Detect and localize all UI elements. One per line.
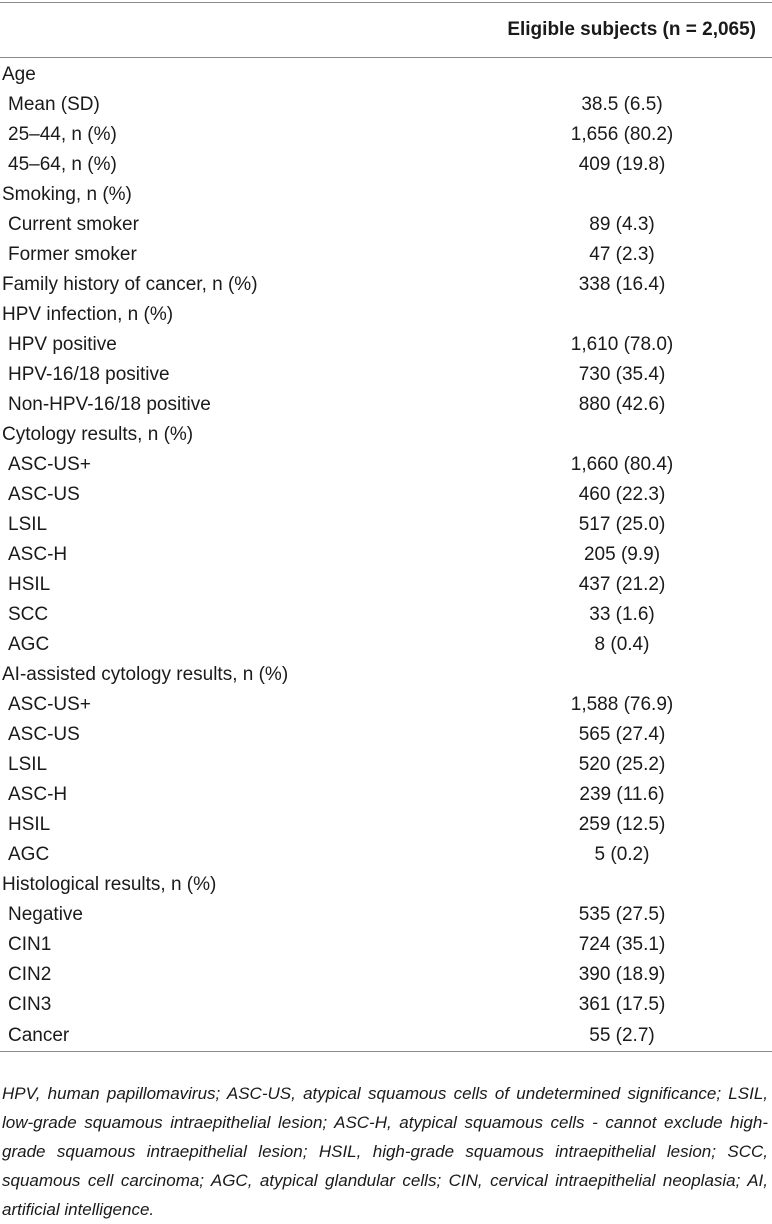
row-sublabel: HSIL	[8, 574, 51, 595]
row-value: 409 (19.8)	[578, 154, 666, 175]
row-sublabel: Current smoker	[8, 214, 139, 235]
table-row	[0, 420, 772, 450]
table-row	[0, 900, 772, 930]
row-value: 33 (1.6)	[589, 604, 655, 625]
row-sublabel: 45–64, n (%)	[8, 154, 117, 175]
row-value	[322, 300, 772, 330]
table-row	[0, 840, 772, 870]
row-sublabel: HPV-16/18 positive	[8, 364, 170, 385]
table-row	[0, 270, 772, 300]
baseline-characteristics-table	[0, 2, 772, 1052]
row-value: 1,588 (76.9)	[570, 694, 674, 715]
table-row	[0, 510, 772, 540]
row-value: 517 (25.0)	[578, 514, 666, 535]
row-value	[322, 870, 772, 900]
table-row	[0, 960, 772, 990]
row-value: 1,610 (78.0)	[570, 334, 674, 355]
table-header-eligible-subjects: Eligible subjects (n = 2,065)	[322, 3, 772, 58]
table-row	[0, 870, 772, 900]
row-sublabel: LSIL	[8, 754, 48, 775]
row-value: 1,656 (80.2)	[570, 124, 674, 145]
row-value: 89 (4.3)	[589, 214, 655, 235]
row-sublabel: ASC-US	[8, 484, 80, 505]
row-sublabel: HSIL	[8, 814, 51, 835]
row-value: 38.5 (6.5)	[581, 94, 663, 115]
table-header-row	[0, 3, 772, 58]
row-section-label: AI-assisted cytology results, n (%)	[2, 664, 289, 685]
row-value: 535 (27.5)	[578, 904, 666, 925]
row-section-label: Histological results, n (%)	[2, 874, 217, 895]
table-row	[0, 690, 772, 720]
row-value: 437 (21.2)	[578, 574, 666, 595]
table-row	[0, 930, 772, 960]
table-row	[0, 58, 772, 91]
row-section-label: Cytology results, n (%)	[2, 424, 194, 445]
table-row	[0, 210, 772, 240]
row-sublabel: SCC	[8, 604, 49, 625]
row-sublabel: ASC-US	[8, 724, 80, 745]
row-sublabel: Non-HPV-16/18 positive	[8, 394, 211, 415]
table-body	[0, 58, 772, 1052]
row-value	[322, 180, 772, 210]
row-value: 205 (9.9)	[583, 544, 661, 565]
row-value: 390 (18.9)	[578, 964, 666, 985]
table-row	[0, 450, 772, 480]
table-row	[0, 150, 772, 180]
table-row	[0, 810, 772, 840]
table-row	[0, 570, 772, 600]
table-row	[0, 540, 772, 570]
table-row	[0, 750, 772, 780]
row-value: 259 (12.5)	[578, 814, 666, 835]
row-value: 520 (25.2)	[578, 754, 666, 775]
row-value: 8 (0.4)	[594, 634, 650, 655]
row-value: 730 (35.4)	[578, 364, 666, 385]
row-value	[322, 660, 772, 690]
row-sublabel: HPV positive	[8, 334, 117, 355]
row-value: 724 (35.1)	[578, 934, 666, 955]
row-sublabel: CIN1	[8, 934, 52, 955]
row-sublabel: CIN3	[8, 994, 52, 1015]
table-row	[0, 180, 772, 210]
row-value: 338 (16.4)	[578, 274, 666, 295]
row-value: 565 (27.4)	[578, 724, 666, 745]
row-sublabel: ASC-H	[8, 784, 68, 805]
row-value: 55 (2.7)	[322, 1020, 772, 1052]
row-value: 47 (2.3)	[589, 244, 655, 265]
table-row	[0, 660, 772, 690]
row-sublabel: ASC-H	[8, 544, 68, 565]
table-row	[0, 90, 772, 120]
row-value: 361 (17.5)	[578, 994, 666, 1015]
table-row	[0, 300, 772, 330]
row-value	[322, 58, 772, 91]
table-row	[0, 630, 772, 660]
row-section-label: Family history of cancer, n (%)	[2, 274, 258, 295]
table-row	[0, 330, 772, 360]
table-row	[0, 780, 772, 810]
table-row	[0, 240, 772, 270]
row-section-label: Age	[2, 64, 36, 85]
row-sublabel: AGC	[8, 634, 50, 655]
table-row	[0, 1020, 772, 1052]
table-row	[0, 390, 772, 420]
row-sublabel: Former smoker	[8, 244, 137, 265]
row-section-label: Smoking, n (%)	[2, 184, 132, 205]
row-sublabel: Cancer	[0, 1020, 322, 1052]
table-header-label	[0, 3, 322, 58]
row-sublabel: CIN2	[8, 964, 52, 985]
row-sublabel: 25–44, n (%)	[8, 124, 117, 145]
row-value: 5 (0.2)	[594, 844, 650, 865]
row-value: 880 (42.6)	[578, 394, 666, 415]
row-sublabel: ASC-US+	[8, 454, 91, 475]
row-value: 239 (11.6)	[579, 784, 665, 805]
row-sublabel: ASC-US+	[8, 694, 91, 715]
row-sublabel: Mean (SD)	[8, 94, 100, 115]
row-sublabel: LSIL	[8, 514, 48, 535]
table-row	[0, 360, 772, 390]
row-value	[322, 420, 772, 450]
row-section-label: HPV infection, n (%)	[2, 304, 174, 325]
row-value: 460 (22.3)	[578, 484, 666, 505]
table-row	[0, 480, 772, 510]
row-value: 1,660 (80.4)	[570, 454, 674, 475]
table-row	[0, 720, 772, 750]
table-row	[0, 600, 772, 630]
row-sublabel: Negative	[8, 904, 83, 925]
table-row	[0, 990, 772, 1020]
table-footnote: HPV, human papillomavirus; ASC-US, atypical squamous cells of undetermined significance; LSIL, low-grade squamous intraepithelial lesion; ASC-H, atypical squamous cells - cannot exclude high-grade squamous intraepithelial lesion; HSIL, high-grade squamous intraepithelial lesion; SCC, squamous cell carcinoma; AGC, atypical glandular cells; CIN, cervical intraepithelial neoplasia; AI, artificial intelligence.	[2, 1084, 768, 1219]
table-row	[0, 120, 772, 150]
row-sublabel: AGC	[8, 844, 50, 865]
